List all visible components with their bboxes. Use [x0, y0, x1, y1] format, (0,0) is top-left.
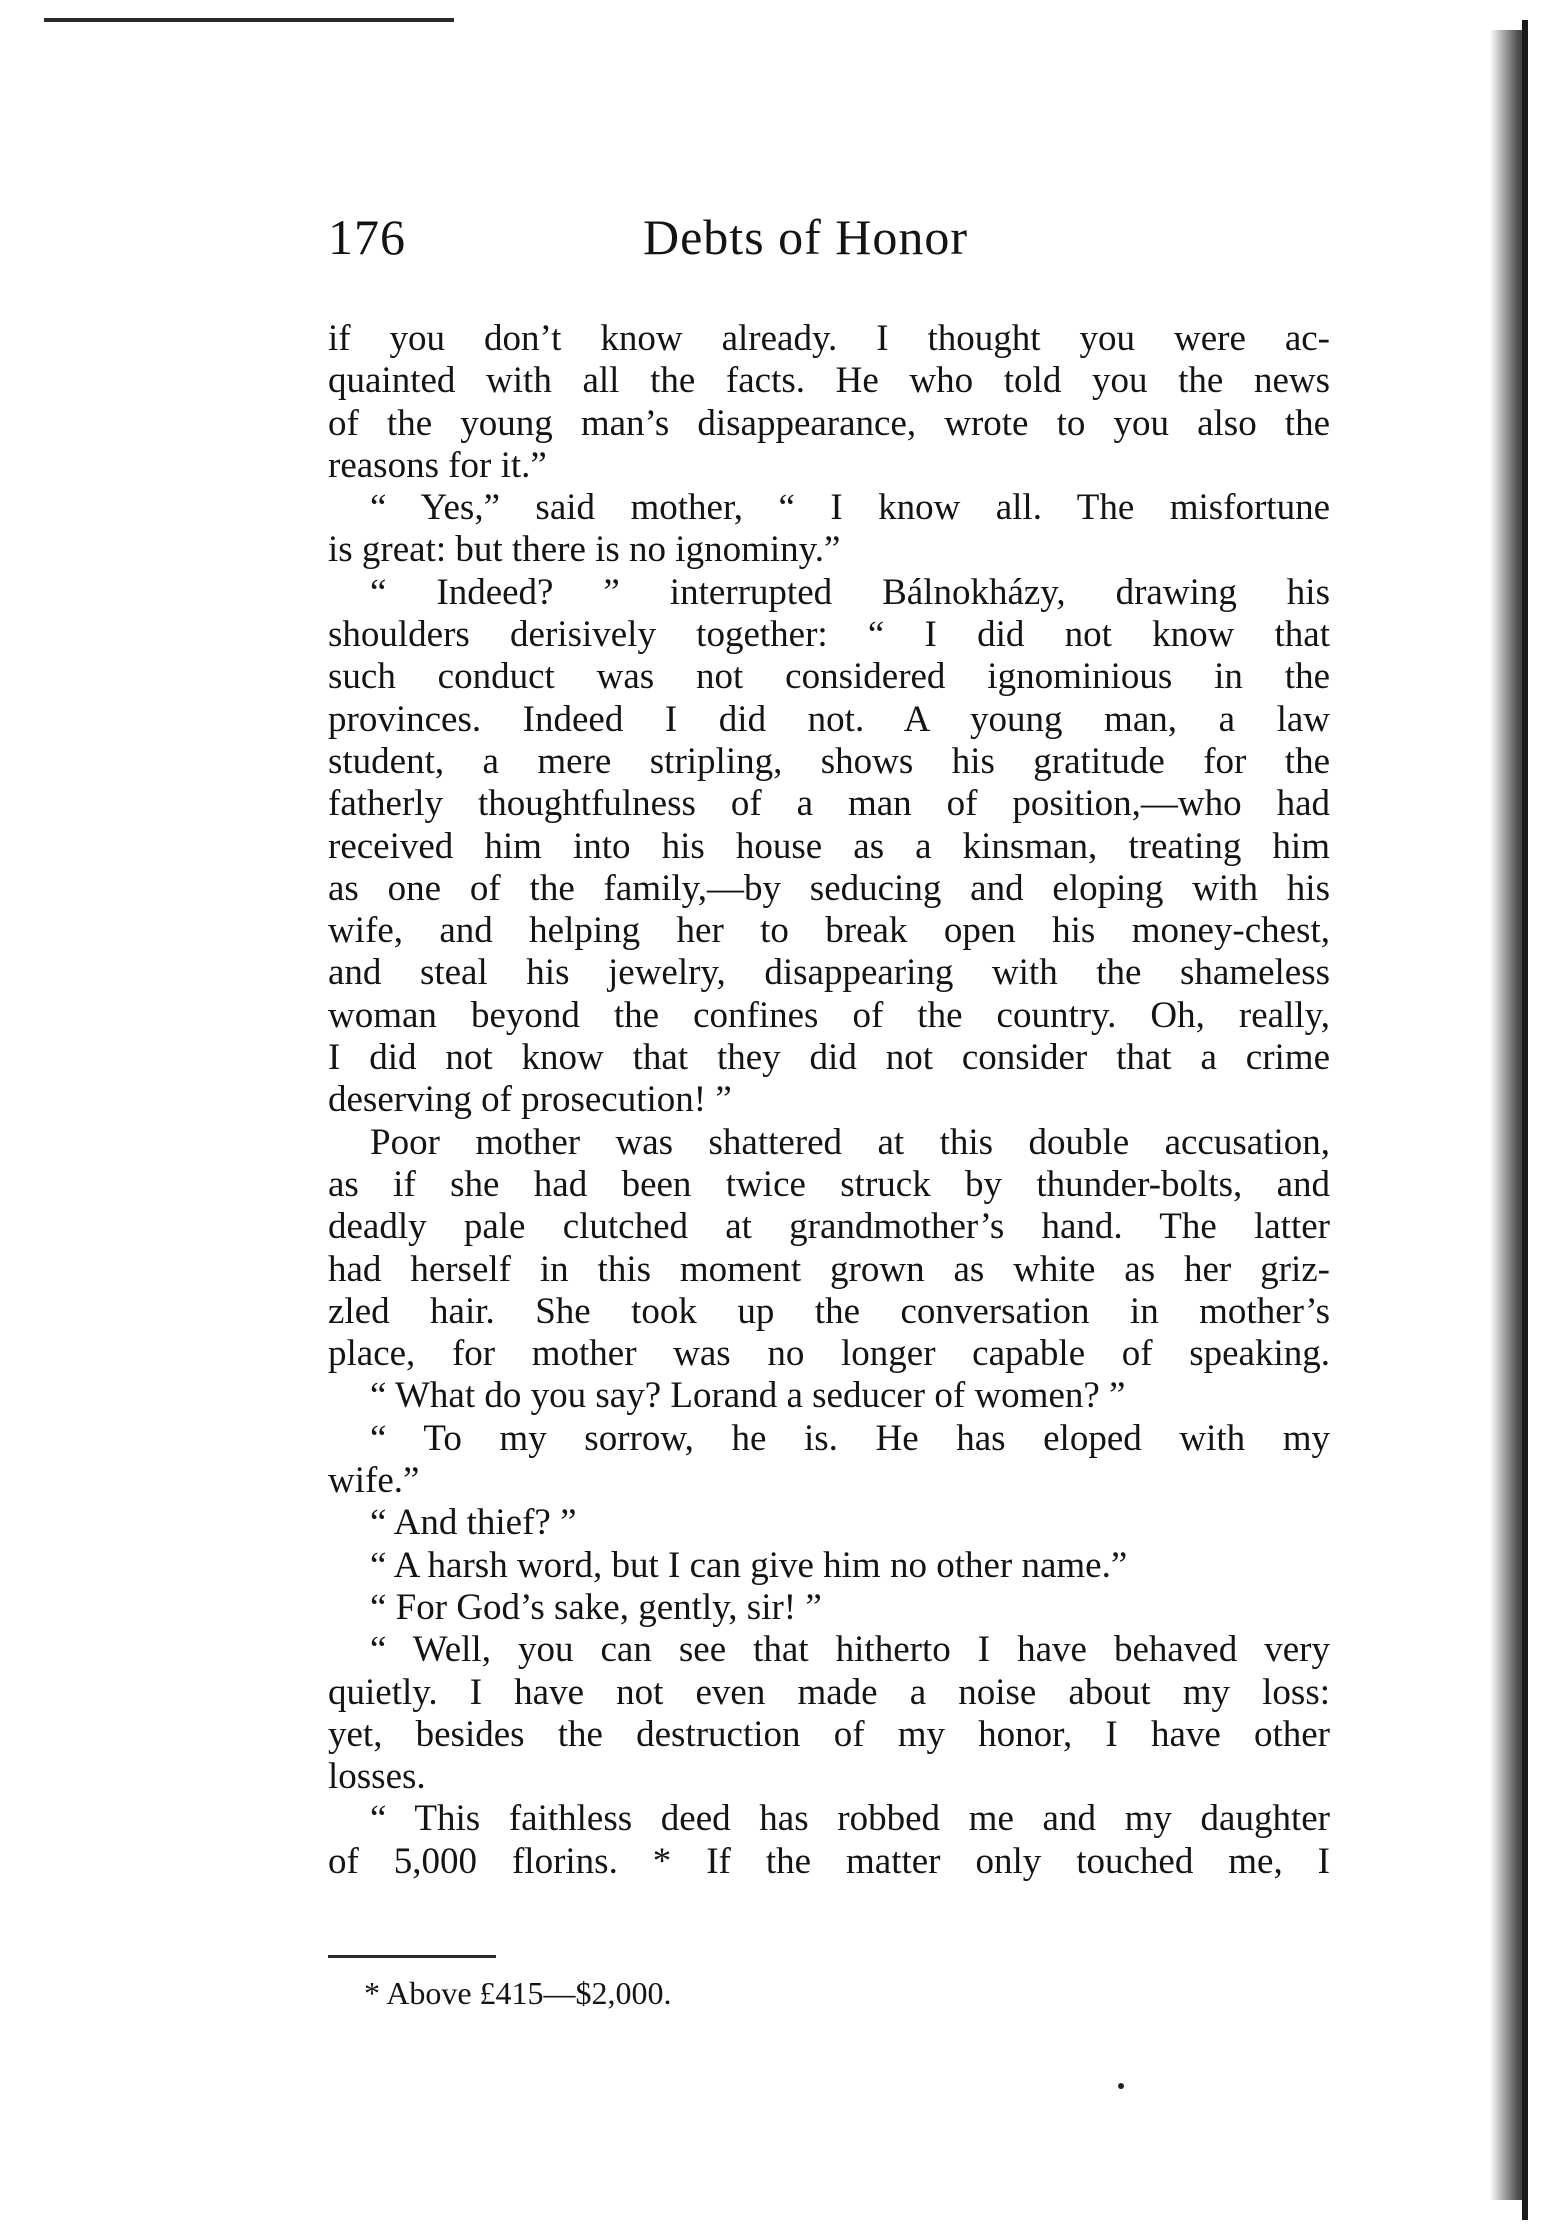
body-line: deserving of prosecution! ”: [328, 1079, 732, 1121]
body-text: [328, 318, 1330, 1883]
body-line: Poor mother was shattered at this double accusation,: [370, 1121, 1330, 1163]
footnote-rule: [328, 1955, 496, 1958]
body-line: quainted with all the facts. He who told you the news: [328, 360, 1330, 402]
body-line: quietly. I have not even made a noise about my loss:: [328, 1671, 1330, 1713]
running-title: Debts of Honor: [643, 209, 969, 265]
body-line: such conduct was not considered ignominious in the: [328, 656, 1330, 698]
body-line: if you don’t know already. I thought you were ac-: [328, 318, 1330, 359]
body-line: I did not know that they did not consider that a crime: [328, 1037, 1330, 1079]
body-line: and steal his jewelry, disappearing with the shameless: [328, 952, 1330, 994]
body-line: wife, and helping her to break open his money-chest,: [328, 910, 1330, 952]
body-line: “ Well, you can see that hitherto I have behaved very: [370, 1629, 1330, 1671]
body-line: deadly pale clutched at grandmother’s hand. The latter: [328, 1206, 1330, 1248]
body-line: “ Yes,” said mother, “ I know all. The misfortune: [370, 487, 1330, 529]
body-line: losses.: [328, 1756, 426, 1798]
ink-speck: [1118, 2083, 1124, 2089]
body-line: “ To my sorrow, he is. He has eloped with my: [370, 1417, 1330, 1459]
body-line: “ A harsh word, but I can give him no other name.”: [370, 1544, 1128, 1586]
page-number: 176: [328, 209, 406, 265]
body-line: received him into his house as a kinsman, treating him: [328, 825, 1330, 867]
body-line: zled hair. She took up the conversation in mother’s: [328, 1290, 1330, 1332]
body-line: woman beyond the confines of the country. Oh, really,: [328, 994, 1330, 1036]
body-line: wife.”: [328, 1460, 420, 1502]
body-line: of the young man’s disappearance, wrote to you also the: [328, 402, 1330, 444]
body-line: as one of the family,—by seducing and eloping with his: [328, 867, 1330, 909]
body-line: had herself in this moment grown as white as her griz-: [328, 1248, 1330, 1290]
spine-edge: [1522, 20, 1528, 2220]
body-line: provinces. Indeed I did not. A young man, a law: [328, 698, 1330, 740]
body-line: yet, besides the destruction of my honor, I have other: [328, 1713, 1330, 1755]
body-line: fatherly thoughtfulness of a man of position,—who had: [328, 783, 1330, 825]
body-line: “ Indeed? ” interrupted Bálnokházy, drawing his: [370, 571, 1330, 613]
body-line: “ For God’s sake, gently, sir! ”: [370, 1586, 822, 1628]
top-rule: [44, 18, 454, 22]
body-line: as if she had been twice struck by thunder-bolts, and: [328, 1163, 1330, 1205]
footnote: * Above £415—$2,000.: [364, 1975, 672, 2011]
running-head: [328, 208, 1340, 278]
body-line: “ And thief? ”: [370, 1502, 577, 1544]
body-line: “ This faithless deed has robbed me and my daughter: [370, 1798, 1330, 1840]
body-line: student, a mere stripling, shows his gratitude for the: [328, 740, 1330, 782]
body-line: place, for mother was no longer capable of speaking.: [328, 1333, 1330, 1375]
body-line: shoulders derisively together: “ I did not know that: [328, 614, 1330, 656]
body-line: is great: but there is no ignominy.”: [328, 529, 841, 571]
body-line: reasons for it.”: [328, 444, 547, 486]
body-line: of 5,000 florins. * If the matter only touched me, I: [328, 1840, 1330, 1882]
body-line: “ What do you say? Lorand a seducer of women? ”: [370, 1375, 1126, 1417]
